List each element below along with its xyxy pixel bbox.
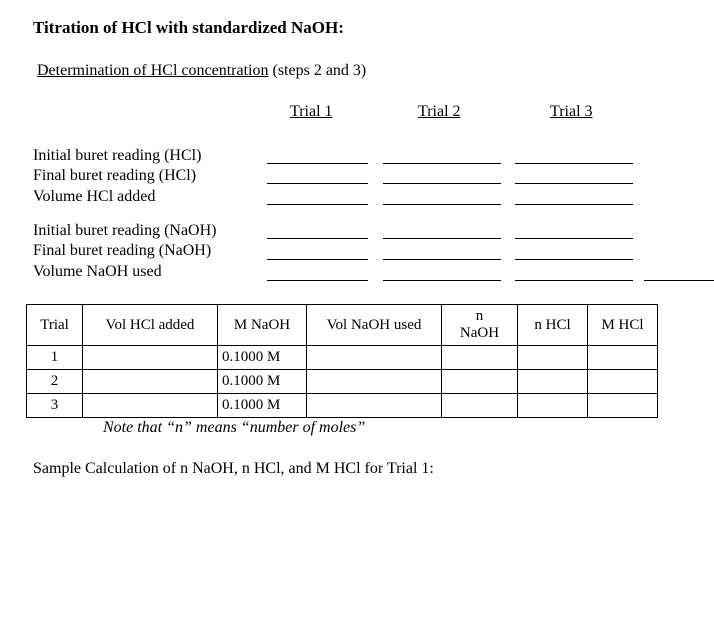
cell-trial: 1 [27,346,83,370]
document-title: Titration of HCl with standardized NaOH: [33,18,344,37]
cell-vol-hcl[interactable] [83,370,218,394]
blank-final-hcl-trial-3[interactable] [515,183,633,184]
cell-vol-naoh[interactable] [307,370,442,394]
moles-note: Note that “n” means “number of moles” [103,419,366,436]
header-n-naoh-top: n [475,308,484,324]
table-row [27,346,658,370]
section-subtitle [37,62,366,80]
blank-volume-naoh-trial-1[interactable] [267,280,368,281]
blank-volume-hcl-trial-3[interactable] [515,204,633,205]
cell-vol-naoh[interactable] [307,346,442,370]
row-label-initial-naoh: Initial buret reading (NaOH) [33,222,217,239]
header-n-naoh [442,305,518,346]
blank-volume-hcl-trial-1[interactable] [267,204,368,205]
sample-calculation-heading: Sample Calculation of n NaOH, n HCl, and M HCl for Trial 1: [33,460,434,477]
blank-final-hcl-trial-1[interactable] [267,183,368,184]
header-vol-hcl: Vol HCl added [83,305,218,346]
cell-m-hcl[interactable] [588,346,658,370]
blank-initial-hcl-trial-1[interactable] [267,163,368,164]
blank-initial-naoh-trial-1[interactable] [267,238,368,239]
subtitle-underlined: Determination of HCl concentration [37,62,269,79]
header-vol-naoh: Vol NaOH used [307,305,442,346]
cell-m-naoh: 0.1000 M [218,346,307,370]
cell-m-naoh: 0.1000 M [218,370,307,394]
blank-volume-naoh-trial-2[interactable] [383,280,501,281]
cell-n-hcl[interactable] [518,394,588,418]
blank-final-naoh-trial-1[interactable] [267,259,368,260]
trial-3-heading: Trial 3 [550,103,593,120]
table-row [27,370,658,394]
blank-final-naoh-trial-3[interactable] [515,259,633,260]
trial-2-heading: Trial 2 [418,103,461,120]
trial-1-heading: Trial 1 [290,103,333,120]
cell-m-hcl[interactable] [588,370,658,394]
blank-initial-hcl-trial-3[interactable] [515,163,633,164]
cell-trial: 3 [27,394,83,418]
cell-vol-hcl[interactable] [83,394,218,418]
cell-vol-hcl[interactable] [83,346,218,370]
header-trial: Trial [27,305,83,346]
row-label-volume-hcl: Volume HCl added [33,188,156,205]
results-table [26,304,658,418]
header-n-hcl: n HCl [518,305,588,346]
row-label-final-naoh: Final buret reading (NaOH) [33,242,212,259]
header-n-naoh-bottom: NaOH [459,325,500,341]
subtitle-rest: (steps 2 and 3) [268,62,367,79]
cell-m-hcl[interactable] [588,394,658,418]
blank-final-naoh-trial-2[interactable] [383,259,501,260]
blank-initial-naoh-trial-3[interactable] [515,238,633,239]
cell-n-naoh[interactable] [442,370,518,394]
cell-vol-naoh[interactable] [307,394,442,418]
blank-initial-naoh-trial-2[interactable] [383,238,501,239]
cell-n-hcl[interactable] [518,370,588,394]
row-label-initial-hcl: Initial buret reading (HCl) [33,147,202,164]
row-label-volume-naoh: Volume NaOH used [33,263,162,280]
cell-n-naoh[interactable] [442,394,518,418]
blank-final-hcl-trial-2[interactable] [383,183,501,184]
header-m-naoh: M NaOH [218,305,307,346]
blank-initial-hcl-trial-2[interactable] [383,163,501,164]
table-header-row [27,305,658,346]
table-row [27,394,658,418]
cell-trial: 2 [27,370,83,394]
cell-n-hcl[interactable] [518,346,588,370]
cell-n-naoh[interactable] [442,346,518,370]
blank-volume-naoh-trial-3[interactable] [515,280,633,281]
blank-volume-hcl-trial-2[interactable] [383,204,501,205]
cell-m-naoh: 0.1000 M [218,394,307,418]
header-m-hcl: M HCl [588,305,658,346]
row-label-final-hcl: Final buret reading (HCl) [33,167,197,184]
blank-volume-naoh-extra[interactable] [644,280,714,281]
